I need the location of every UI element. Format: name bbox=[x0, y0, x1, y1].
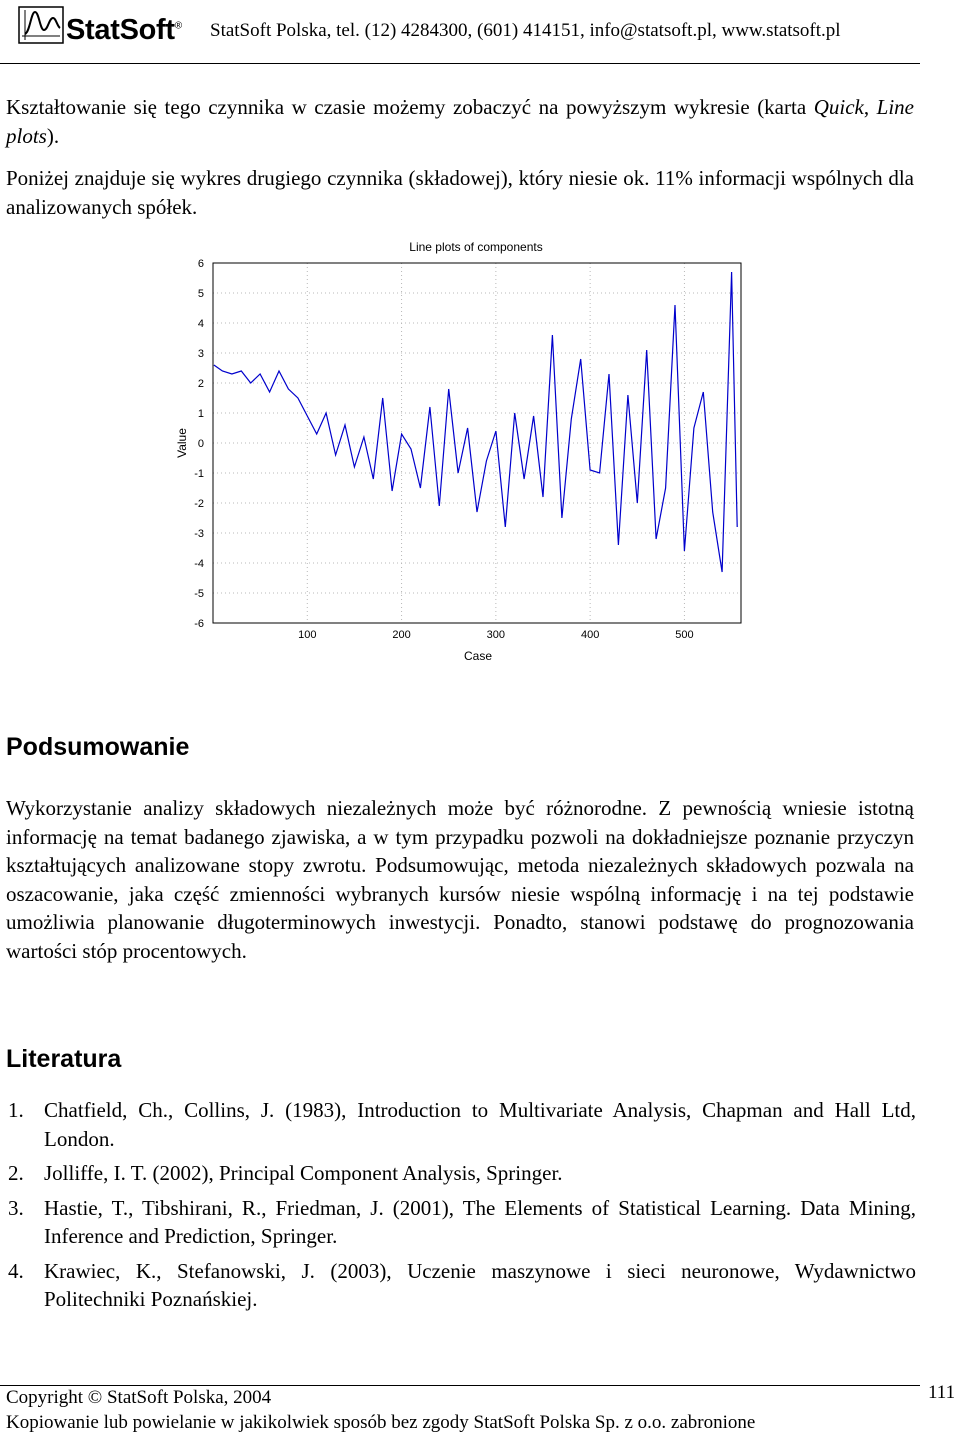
x-axis-label: Case bbox=[463, 649, 493, 663]
line-chart bbox=[168, 236, 758, 672]
reference-item: 2. Jolliffe, I. T. (2002), Principal Component Analysis, Springer. bbox=[8, 1161, 563, 1185]
reference-item: 3. Hastie, T., Tibshirani, R., Friedman, J. (2001), The Elements of Statistical Learning. Data Mining, Inference and Prediction, Springer. bbox=[8, 1195, 916, 1248]
literature-heading: Literatura bbox=[6, 1045, 122, 1073]
y-tick-label: 0 bbox=[197, 438, 204, 450]
y-tick-label: 5 bbox=[197, 288, 204, 300]
y-tick-label: 4 bbox=[197, 318, 204, 330]
statsoft-logo-icon bbox=[18, 6, 66, 46]
reference-item: 1. Chatfield, Ch., Collins, J. (1983), Introduction to Multivariate Analysis, Chapman and Hall Ltd, London. bbox=[8, 1098, 916, 1151]
summary-paragraph: Wykorzystanie analizy składowych niezależnych może być różnorodne. Z pewnością wniesie istotną informację na temat badanego zjawiska, a w tym przypadku pozwoli na dokładniejsze poznanie przyczyn kształtujących analizowane stopy zwrotu. Podsumowując, metoda niezależnych składowych pozwala na oszacowanie, jaka część zmienności wybranych kursów niesie wspólną informację i na tej podstawie umożliwia planowanie długoterminowych inwestycji. Ponadto, stanowi podstawę do prognozowania wartości stóp procentowych. bbox=[6, 796, 914, 963]
page-header bbox=[0, 0, 960, 64]
brand-name: StatSoft® bbox=[66, 14, 182, 46]
y-tick-label: -4 bbox=[194, 558, 204, 570]
y-tick-label: -6 bbox=[194, 618, 204, 630]
y-tick-label: 2 bbox=[197, 378, 204, 390]
intro-paragraph-1: Kształtowanie się tego czynnika w czasie możemy zobaczyć na powyższym wykresie (karta Quick, Line plots). bbox=[6, 95, 914, 148]
y-tick-label: 1 bbox=[197, 408, 204, 420]
reference-list bbox=[6, 1096, 916, 1320]
y-tick-label: -5 bbox=[194, 588, 204, 600]
header-contact: StatSoft Polska, tel. (12) 4284300, (601) 414151, info@statsoft.pl, www.statsoft.pl bbox=[210, 20, 841, 41]
chart-gridlines bbox=[213, 263, 741, 623]
x-tick-label: 300 bbox=[486, 629, 506, 641]
footer-notice: Kopiowanie lub powielanie w jakikolwiek sposób bez zgody StatSoft Polska Sp. z o.o. zabronione bbox=[6, 1412, 756, 1433]
x-tick-label: 200 bbox=[392, 629, 411, 641]
x-axis-ticks bbox=[298, 629, 694, 641]
component-line bbox=[214, 272, 737, 572]
y-tick-label: 6 bbox=[197, 258, 204, 270]
y-axis-ticks bbox=[194, 258, 204, 630]
x-tick-label: 100 bbox=[298, 629, 317, 641]
y-tick-label: -2 bbox=[194, 498, 204, 510]
summary-heading: Podsumowanie bbox=[6, 733, 190, 761]
intro-paragraph-2: Poniżej znajduje się wykres drugiego czynnika (składowej), który niesie ok. 11% informacji wspólnych dla analizowanych spółek. bbox=[6, 166, 914, 219]
y-axis-label: Value bbox=[175, 428, 189, 458]
x-tick-label: 500 bbox=[675, 629, 694, 641]
chart-title: Line plots of components bbox=[409, 240, 543, 254]
page-number: 111 bbox=[928, 1382, 956, 1403]
reference-item: 4. Krawiec, K., Stefanowski, J. (2003), Uczenie maszynowe i sieci neuronowe, Wydawnictwo Politechniki Poznańskiej. bbox=[8, 1258, 916, 1311]
header-divider bbox=[0, 63, 920, 64]
y-tick-label: 3 bbox=[197, 348, 204, 360]
footer-copyright: Copyright © StatSoft Polska, 2004 bbox=[6, 1387, 272, 1408]
x-tick-label: 400 bbox=[580, 629, 600, 641]
y-tick-label: -1 bbox=[194, 468, 204, 480]
y-tick-label: -3 bbox=[194, 528, 204, 540]
footer-divider bbox=[0, 1385, 920, 1386]
